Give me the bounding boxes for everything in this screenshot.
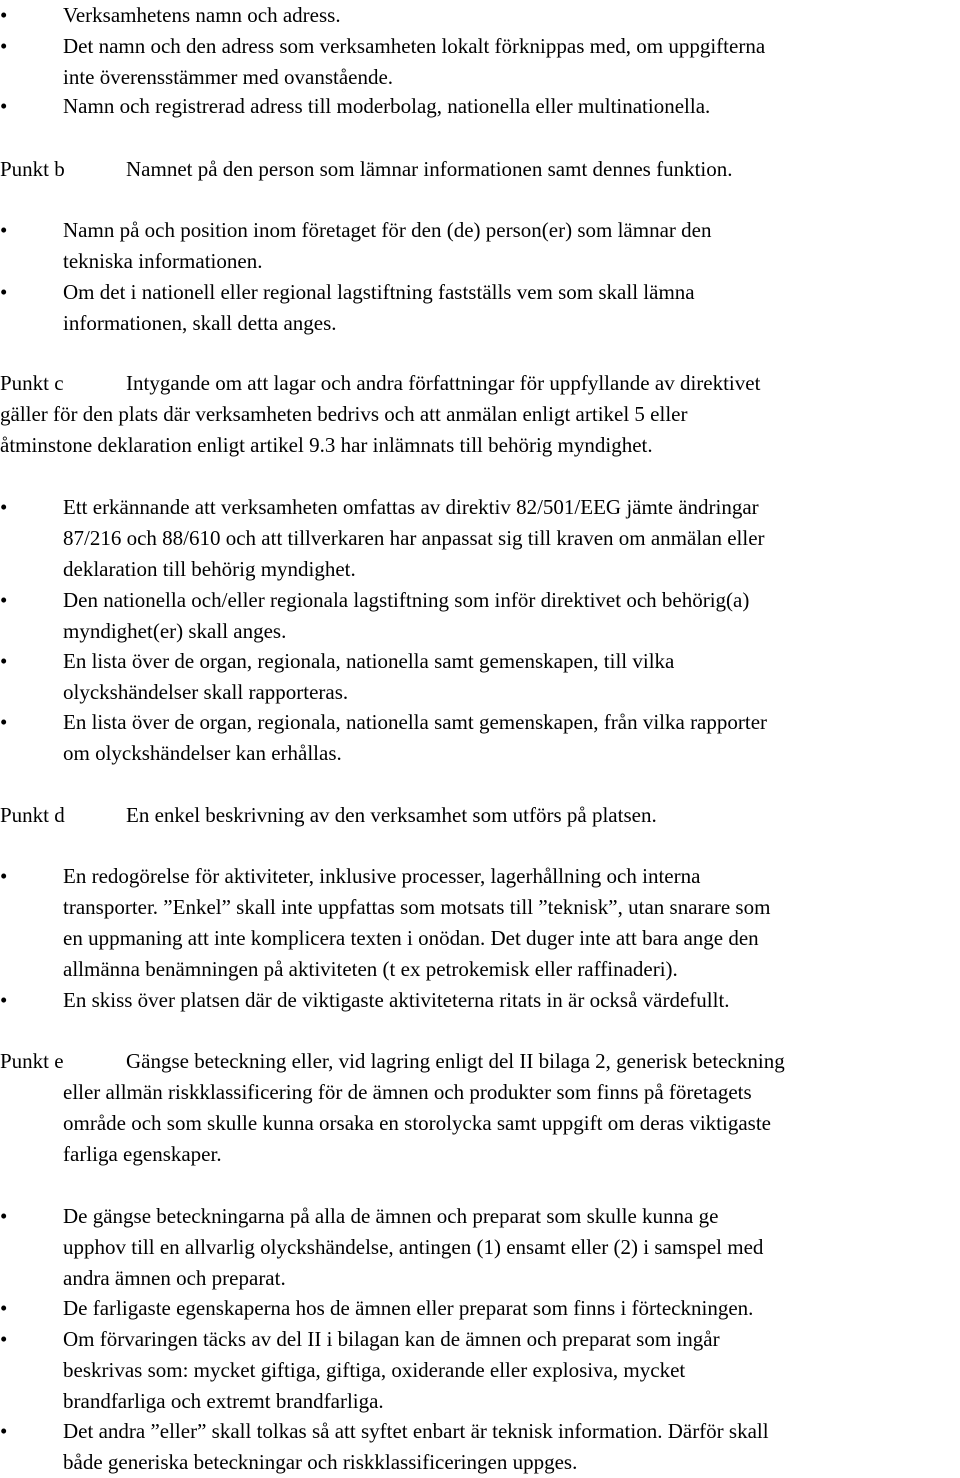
bullet-text: Verksamhetens namn och adress.	[63, 3, 341, 27]
section-label: Punkt e	[0, 1049, 64, 1073]
bullet-marker: •	[0, 3, 8, 27]
section-heading-text: En enkel beskrivning av den verksamhet som utförs på platsen.	[126, 803, 657, 827]
bullet-text: Det namn och den adress som verksamheten lokalt förknippas med, om uppgifterna inte överensstämmer med ovanstående.	[63, 34, 766, 89]
bullet-marker: •	[0, 864, 8, 888]
bullet-marker: •	[0, 34, 8, 58]
bullet-text: En lista över de organ, regionala, nationella samt gemenskapen, från vilka rapporter om olyckshändelser kan erhållas.	[63, 710, 768, 765]
bullet-marker: •	[0, 218, 8, 242]
bullet-text: De farligaste egenskaperna hos de ämnen eller preparat som finns i förteckningen.	[63, 1296, 754, 1320]
bullet-marker: •	[0, 1327, 8, 1351]
bullet-text: En skiss över platsen där de viktigaste aktiviteterna ritats in är också värdefullt.	[63, 988, 730, 1012]
section-label: Punkt c	[0, 371, 64, 395]
bullet-text: Den nationella och/eller regionala lagstiftning som inför direktivet och behörig(a) myndighet(er) skall anges.	[63, 588, 750, 643]
bullet-text: Ett erkännande att verksamheten omfattas av direktiv 82/501/EEG jämte ändringar 87/216 och 88/610 och att tillverkaren har anpassat sig till kraven om anmälan eller deklaration till behörig myndighet.	[63, 495, 765, 581]
bullet-marker: •	[0, 94, 8, 118]
bullet-marker: •	[0, 280, 8, 304]
section-label: Punkt d	[0, 803, 65, 827]
bullet-marker: •	[0, 1296, 8, 1320]
section-heading-continuation: gäller för den plats där verksamheten bedrivs och att anmälan enligt artikel 5 eller åtminstone deklaration enligt artikel 9.3 har inlämnats till behörig myndighet.	[0, 402, 688, 457]
bullet-text: Om det i nationell eller regional lagstiftning fastställs vem som skall lämna informationen, skall detta anges.	[63, 280, 695, 335]
section-label: Punkt b	[0, 157, 65, 181]
section-heading-text: Gängse beteckning eller, vid lagring enligt del II bilaga 2, generisk beteckning	[126, 1049, 785, 1073]
bullet-text: En redogörelse för aktiviteter, inklusive processer, lagerhållning och interna transporter. ”Enkel” skall inte uppfattas som motsats till ”teknisk”, utan snarare som en uppmaning att inte komplicera texten i onödan. Det duger inte att bara ange den allmänna benämningen på aktiviteten (t ex petrokemisk eller raffinaderi).	[63, 864, 771, 981]
bullet-marker: •	[0, 988, 8, 1012]
section-heading-continuation: eller allmän riskklassificering för de ämnen och produkter som finns på företagets område och som skulle kunna orsaka en storolycka samt uppgift om deras viktigaste farliga egenskaper.	[63, 1080, 772, 1166]
bullet-text: En lista över de organ, regionala, nationella samt gemenskapen, till vilka olyckshändelser skall rapporteras.	[63, 649, 675, 704]
bullet-marker: •	[0, 649, 8, 673]
section-heading-text: Intygande om att lagar och andra författningar för uppfyllande av direktivet	[126, 371, 761, 395]
bullet-marker: •	[0, 495, 8, 519]
bullet-text: De gängse beteckningarna på alla de ämnen och preparat som skulle kunna ge upphov till en allvarlig olyckshändelse, antingen (1) ensamt eller (2) i samspel med andra ämnen och preparat.	[63, 1204, 764, 1290]
bullet-text: Om förvaringen täcks av del II i bilagan kan de ämnen och preparat som ingår beskrivas som: mycket giftiga, giftiga, oxiderande eller explosiva, mycket brandfarliga och extremt brandfarliga.	[63, 1327, 720, 1413]
bullet-marker: •	[0, 710, 8, 734]
bullet-text: Det andra ”eller” skall tolkas så att syftet enbart är teknisk information. Därför skall både generiska beteckningar och riskklassificeringen uppges.	[63, 1419, 769, 1474]
bullet-text: Namn och registrerad adress till moderbolag, nationella eller multinationella.	[63, 94, 711, 118]
section-heading-text: Namnet på den person som lämnar informationen samt dennes funktion.	[126, 157, 733, 181]
bullet-marker: •	[0, 1419, 8, 1443]
bullet-marker: •	[0, 1204, 8, 1228]
bullet-marker: •	[0, 588, 8, 612]
bullet-text: Namn på och position inom företaget för den (de) person(er) som lämnar den tekniska informationen.	[63, 218, 712, 273]
